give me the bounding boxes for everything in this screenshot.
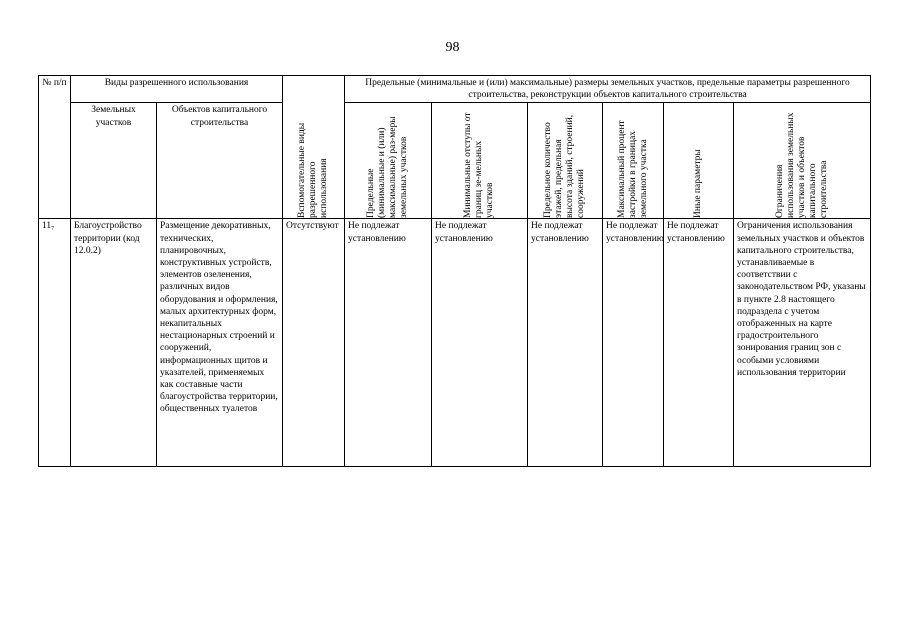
header-size-limits-text: Предельные (минимальные и (или) максимальные) раз-меры земельных участков: [366, 116, 410, 219]
header-floors: [528, 103, 603, 219]
row-size-limits: Не подлежат установлению: [345, 219, 432, 467]
header-setbacks-text: Минимальные отступы от границ зе-мельных участков: [463, 112, 496, 219]
header-setbacks: [432, 103, 528, 219]
header-row-1: [39, 76, 871, 103]
header-other-text: Иные параметры: [693, 149, 704, 219]
row-num: 11₇: [39, 219, 71, 467]
table-row: [39, 219, 871, 467]
row-capital-use: Размещение декоративных, технических, планировочных, конструктивных устройств, элементов озеленения, различных видов оборудования и оформления, малых архитектурных форм, некапитальных нестационарных строений и сооружений, информационных щитов и указателей, применяемых как составные части благоустройства территории, общественных туалетов: [157, 219, 283, 467]
header-auxiliary-text: Вспомогательные виды разрешенного использования: [297, 123, 330, 219]
header-permitted-uses: Виды разрешенного использования: [71, 76, 283, 103]
row-floors: Не подлежат установлению: [528, 219, 603, 467]
header-capital-objects: Объектов капитального строительства: [157, 103, 283, 219]
header-auxiliary: [283, 76, 345, 219]
page-number: 98: [445, 40, 460, 55]
row-land-use: Благоустройство территории (код 12.0.2): [71, 219, 157, 467]
header-coverage-text: Максимальный процент застройки в границах земельного участка: [616, 120, 649, 219]
header-row-2: [39, 103, 871, 219]
header-size-limits: [345, 103, 432, 219]
header-restrictions: [734, 103, 871, 219]
header-coverage: [603, 103, 664, 219]
row-auxiliary: Отсутствуют: [283, 219, 345, 467]
header-other: [664, 103, 734, 219]
row-setbacks: Не подлежат установлению: [432, 219, 528, 467]
row-coverage: Не подлежат установлению: [603, 219, 664, 467]
header-floors-text: Предельное количество этажей, предельная высота зданий, строений, сооружений: [543, 115, 587, 219]
header-num: № п/п: [39, 76, 71, 219]
header-limits: Предельные (минимальные и (или) максимальные) размеры земельных участков, предельные параметры разрешенного строительства, реконструкции объектов капитального строительства: [345, 76, 871, 103]
row-restrictions: Ограничения использования земельных участков и объектов капитального строительства, устанавливаемые в соответствии с законодательством РФ, указаны в пункте 2.8 настоящего подраздела с учетом отображенных на карте градостроительного зонирования границ зон с особыми условиями использования территории: [734, 219, 871, 467]
header-restrictions-text: Ограничения использования земельных участков и объектов капитального строительства: [774, 112, 829, 219]
header-land-plots: Земельных участков: [71, 103, 157, 219]
zoning-table: [38, 75, 871, 467]
row-other: Не подлежат установлению: [664, 219, 734, 467]
